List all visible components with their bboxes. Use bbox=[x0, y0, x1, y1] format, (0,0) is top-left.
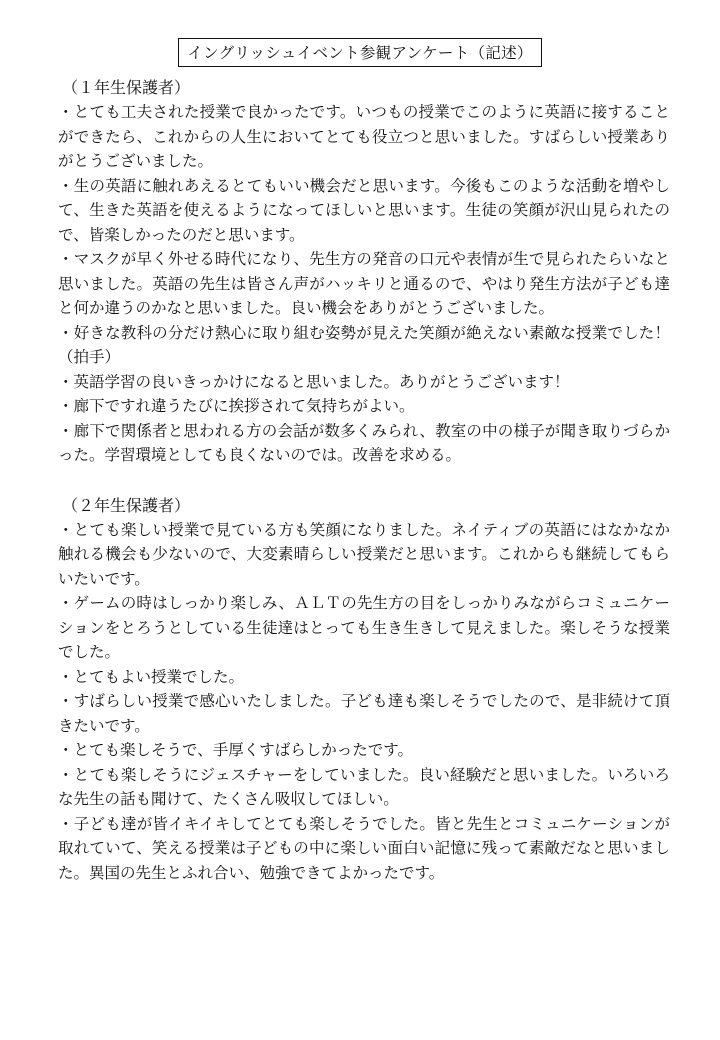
comment-item: ・とても楽しそうにジェスチャーをしていました。良い経験だと思いました。いろいろな先生の話も聞けて、たくさん吸収してほしい。 bbox=[58, 765, 670, 808]
survey-content bbox=[58, 76, 670, 885]
comment-item: ・子ども達が皆イキイキしてとても楽しそうでした。皆と先生とコミュニケーションが取れていて、笑える授業は子どもの中に楽しい面白い記憶に残って素敵だなと思いました。異国の先生とふれ合い、勉強できてよかったです。 bbox=[58, 814, 670, 882]
section-heading: （１年生保護者） bbox=[62, 78, 191, 97]
comment-item: ・好きな教科の分だけ熱心に取り組む姿勢が見えた笑顔が絶えない素敵な授業でした！（拍手） bbox=[58, 323, 670, 366]
comment-item: ・廊下で関係者と思われる方の会話が数多くみられ、教室の中の様子が聞き取りづらかった。学習環境としても良くないのでは。改善を求める。 bbox=[58, 421, 670, 464]
comment-item: ・英語学習の良いきっかけになると思いました。ありがとうございます！ bbox=[58, 372, 570, 391]
comment-item: ・とても工夫された授業で良かったです。いつもの授業でこのように英語に接することができたら、これからの人生においてとても役立つと思いました。すばらしい授業ありがとうございました。 bbox=[58, 103, 670, 170]
comment-item: ・ゲームの時はしっかり楽しみ、ＡＬＴの先生方の目をしっかりみながらコミュニケーションをとろうとしている生徒達はとっても生き生きして見えました。楽しそうな授業でした。 bbox=[58, 594, 670, 661]
title-area bbox=[0, 38, 720, 67]
comment-item: ・廊下ですれ違うたびに挨拶されて気持ちがよい。 bbox=[58, 397, 415, 415]
comment-item: ・すばらしい授業で感心いたしました。子ども達も楽しそうでしたので、是非続けて頂きたいです。 bbox=[58, 692, 670, 735]
document-title: イングリッシュイベント参観アンケート（記述） bbox=[178, 38, 541, 67]
comment-item: ・マスクが早く外せる時代になり、先生方の発音の口元や表情が生で見られたらいなと思いました。英語の先生は皆さん声がハッキリと通るので、やはり発生方法が子ども達と何か違うのかなと思いました。良い機会をありがとうございました。 bbox=[58, 250, 670, 317]
section-heading: （２年生保護者） bbox=[62, 495, 191, 515]
comment-item: ・とてもよい授業でした。 bbox=[58, 667, 245, 686]
section-grade2-parents bbox=[58, 494, 670, 886]
section-grade1-parents bbox=[58, 76, 670, 468]
comment-item: ・とても楽しそうで、手厚くすばらしかったです。 bbox=[58, 741, 413, 759]
comment-item: ・とても楽しい授業で見ている方も笑顔になりました。ネイティブの英語にはなかなか触れる機会も少ないので、大変素晴らしい授業だと思います。これからも継続してもらいたいです。 bbox=[58, 520, 670, 588]
comment-item: ・生の英語に触れあえるとてもいい機会だと思います。今後もこのような活動を増やして、生きた英語を使えるようになってほしいと思います。生徒の笑顔が沢山見られたので、皆楽しかったのだと思います。 bbox=[58, 176, 670, 244]
